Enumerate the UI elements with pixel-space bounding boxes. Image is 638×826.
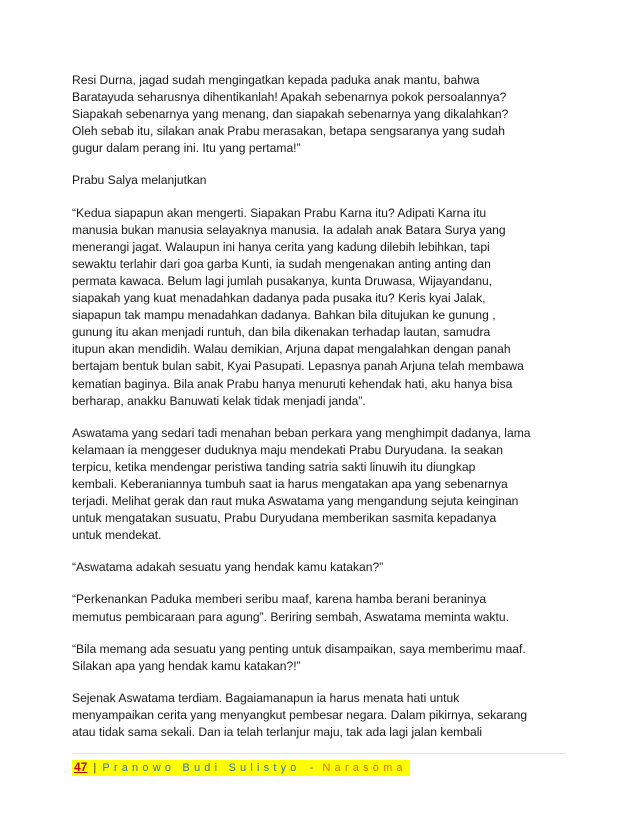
paragraph — [72, 559, 572, 576]
text-line: itupun akan mendidih. Walau demikian, Arjuna dapat mengalahkan dengan panah — [72, 342, 511, 357]
text-line: kembali. Keberaniannya tumbuh saat ia harus mengatakan apa yang sebenarnya — [72, 476, 508, 491]
text-line: kematian baginya. Bila anak Prabu hanya menuruti kehendak hati, aku hanya bisa — [72, 376, 513, 391]
paragraph — [72, 205, 572, 410]
text-line: menyampaikan cerita yang menyangkut pembesar negara. Dalam pikirnya, sekarang — [72, 707, 528, 722]
text-line: siapapun tak mampu menadahkan dadanya. Bahkan bila ditujukan ke gunung , — [72, 308, 496, 323]
text-line: Silakan apa yang hendak kamu katakan?!” — [72, 658, 301, 673]
text-line: terjadi. Melihat gerak dan raut muka Aswatama yang mengandung sejuta keinginan — [72, 494, 519, 509]
text-line: Sejenak Aswatama terdiam. Bagaiamanapun ia harus menata hati untuk — [72, 690, 460, 705]
paragraph — [72, 641, 572, 675]
text-line: “Kedua siapapun akan mengerti. Siapakan Prabu Karna itu? Adipati Karna itu — [72, 205, 487, 220]
text-line: terpicu, ketika mendengar peristiwa tanding satria sakti linuwih itu diungkap — [72, 459, 476, 474]
footer-separator: | — [93, 762, 97, 774]
document-body — [72, 72, 572, 756]
text-line: “Bila memang ada sesuatu yang penting untuk disampaikan, saya memberimu maaf. — [72, 641, 526, 656]
text-line: memutus pembicaraan para agung”. Beriring sembah, Aswatama meminta waktu. — [72, 609, 509, 624]
text-line: Prabu Salya melanjutkan — [72, 173, 207, 188]
paragraph — [72, 72, 572, 157]
text-line: gunung itu akan menjadi runtuh, dan bila dikenakan terhadap lautan, samudra — [72, 325, 491, 340]
text-line: menerangi jagat. Walaupun ini hanya cerita yang kadung dilebih lebihkan, tapi — [72, 239, 490, 254]
text-line: Resi Durna, jagad sudah mengingatkan kepada paduka anak mantu, bahwa — [72, 73, 480, 87]
text-line: bertajam bentuk bulan sabit, Kyai Pasupati. Lepasnya panah Arjuna telah membawa — [72, 359, 524, 374]
text-line: Siapakah sebenarnya yang menang, dan siapakah sebenarnya yang dikalahkan? — [72, 107, 509, 122]
text-line: berharap, anakku Banuwati kelak tidak menjadi janda”. — [72, 393, 366, 408]
text-line: Oleh sebab itu, silakan anak Prabu merasakan, betapa sengsaranya yang sudah — [72, 124, 505, 139]
paragraph — [72, 591, 572, 625]
text-line: permata kawaca. Belum lagi jumlah pusakanya, kunta Druwasa, Wijayandanu, — [72, 273, 493, 288]
page-number: 47 — [74, 760, 88, 774]
text-line: siapakah yang kuat menadahkan dadanya pada pusaka itu? Keris kyai Jalak, — [72, 291, 486, 306]
footer-dash: - — [309, 762, 314, 774]
text-line: “Perkenankan Paduka memberi seribu maaf, karena hamba berani beraninya — [72, 592, 487, 607]
paragraph — [72, 172, 572, 189]
footer-highlight — [72, 760, 410, 776]
footer-title: Narasoma — [322, 762, 407, 774]
text-line: manusia bukan manusia selayaknya manusia. Ia adalah anak Batara Surya yang — [72, 222, 506, 237]
footer-divider — [72, 753, 566, 754]
text-line: gugur dalam perang ini. Itu yang pertama!” — [72, 141, 301, 156]
page-footer — [72, 753, 566, 776]
text-line: kelamaan ia menggeser duduknya maju mendekati Prabu Duryudana. Ia seakan — [72, 442, 503, 457]
text-line: Aswatama yang sedari tadi menahan beban perkara yang menghimpit dadanya, lama — [72, 425, 531, 440]
paragraph — [72, 425, 572, 545]
text-line: untuk mendekat. — [72, 528, 162, 543]
text-line: “Aswatama adakah sesuatu yang hendak kamu katakan?” — [72, 560, 384, 575]
text-line: sewaktu terlahir dari goa garba Kunti, ia sudah mengenakan anting anting dan — [72, 256, 491, 271]
text-line: Baratayuda seharusnya dihentikanlah! Apakah sebenarnya pokok persoalannya? — [72, 90, 507, 105]
text-line: atau tidak sama sekali. Dan ia telah terlanjur maju, tak ada lagi jalan kembali — [72, 725, 483, 739]
text-line: untuk mengatakan susuatu, Prabu Duryudana memberikan sasmita kepadanya — [72, 511, 497, 526]
paragraph — [72, 690, 572, 741]
footer-author: Pranowo Budi Sulistyo — [102, 762, 301, 774]
